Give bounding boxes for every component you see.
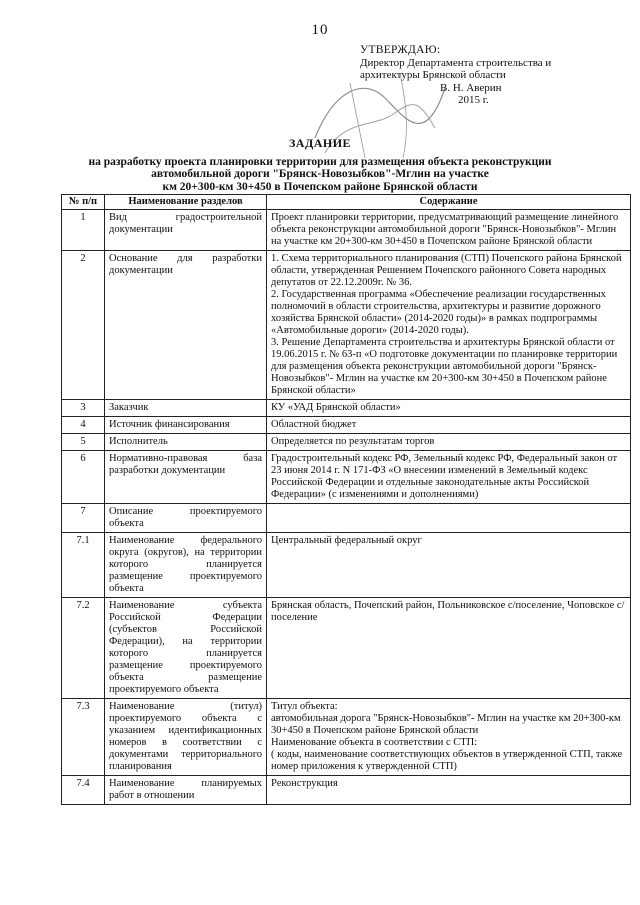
row-section: Наименование планируемых работ в отношении — [105, 776, 267, 805]
page-number: 10 — [311, 22, 329, 38]
row-content: Центральный федеральный округ — [267, 533, 631, 598]
approval-heading: УТВЕРЖДАЮ: — [360, 44, 441, 56]
row-section: Нормативно-правовая база разработки документации — [105, 451, 267, 504]
row-content: КУ «УАД Брянской области» — [267, 400, 631, 417]
table-row — [62, 210, 631, 251]
table-row — [62, 451, 631, 504]
table-row — [62, 699, 631, 776]
row-number: 3 — [62, 400, 105, 417]
row-section: Наименование федерального округа (округов), на территории которого планируется размещение проектируемого объекта — [105, 533, 267, 598]
row-number: 2 — [62, 251, 105, 400]
row-content: Проект планировки территории, предусматривающий размещение линейного объекта реконструкции автомобильной дороги "Брянск-Новозыбков"- Мглин на участке км 20+300-км 30+450 в Почепском районе Брянской области — [267, 210, 631, 251]
title-line-3: км 20+300-км 30+450 в Почепском районе Брянской области — [162, 180, 478, 193]
row-number: 7.1 — [62, 533, 105, 598]
row-content: Определяется по результатам торгов — [267, 434, 631, 451]
row-section: Вид градостроительной документации — [105, 210, 267, 251]
row-content: 1. Схема территориального планирования (СТП) Почепского района Брянской области, утвержденная Решением Почепского районного Совета народных депутатов от 22.12.2009г. № 36. 2. Государственная программа «Обеспечение реализации государственных полномочий в области строительства, архитектуры и развитие дорожного хозяйства Брянской области» (2014-2020 годы)» в рамках подпрограммы «Автомобильные дороги» (2014-2020 годы). 3. Решение Департамента строительства и архитектуры Брянской области от 19.06.2015 г. № 63-п «О подготовке документации по планировке территории для размещения объекта реконструкции автомобильной дороги "Брянск-Новозыбков"- Мглин на участке км 20+300-км 30+450 в Почепском районе Брянской области» — [267, 251, 631, 400]
table-row — [62, 598, 631, 699]
table-header-row — [62, 195, 631, 210]
row-content: Титул объекта: автомобильная дорога "Брянск-Новозыбков"- Мглин на участке км 20+300-км 30+450 в Почепском районе Брянской области Наименование объекта в соответствии с СТП: ( коды, наименование соответствующих объектов в утвержденной СТП, также номер приложения к утвержденной СТП) — [267, 699, 631, 776]
approval-signatory: В. Н. Аверин — [440, 81, 502, 94]
document-title — [40, 137, 600, 193]
table-row — [62, 400, 631, 417]
table-row — [62, 533, 631, 598]
row-number: 7.4 — [62, 776, 105, 805]
row-number: 4 — [62, 417, 105, 434]
row-section: Наименование субъекта Российской Федерации (субъектов Российской Федерации), на территории которого планируется размещение проектируемого объекта размещение проектируемого объекта — [105, 598, 267, 699]
row-content: Областной бюджет — [267, 417, 631, 434]
row-number: 1 — [62, 210, 105, 251]
row-number: 7.2 — [62, 598, 105, 699]
table-row — [62, 776, 631, 805]
row-section: Описание проектируемого объекта — [105, 504, 267, 533]
title-main: ЗАДАНИЕ — [288, 136, 352, 150]
header-number: № п/п — [62, 195, 105, 210]
header-section: Наименование разделов — [105, 195, 267, 210]
approval-block — [360, 44, 610, 107]
approval-date: 2015 г. — [458, 94, 489, 106]
row-section: Наименование (титул) проектируемого объекта с указанием идентификационных номеров в соответствии с документами территориального планирования — [105, 699, 267, 776]
row-content — [267, 504, 631, 533]
row-number: 7.3 — [62, 699, 105, 776]
row-section: Исполнитель — [105, 434, 267, 451]
row-content: Градостроительный кодекс РФ, Земельный кодекс РФ, Федеральный закон от 23 июня 2014 г. N 171-ФЗ «О внесении изменений в Земельный кодекс Российской Федерации и отдельные законодательные акты Российской Федерации» (с изменениями и дополнениями) — [267, 451, 631, 504]
row-content: Брянская область, Почепский район, Польниковское с/поселение, Чоповское с/поселение — [267, 598, 631, 699]
row-number: 7 — [62, 504, 105, 533]
table-row — [62, 417, 631, 434]
row-section: Источник финансирования — [105, 417, 267, 434]
table-row — [62, 251, 631, 400]
row-section: Заказчик — [105, 400, 267, 417]
title-line-2: автомобильной дороги "Брянск-Новозыбков"-Мглин на участке — [151, 168, 489, 180]
title-line-1: на разработку проекта планировки территории для размещения объекта реконструкции — [88, 155, 552, 168]
header-content: Содержание — [267, 195, 631, 210]
approval-position: Директор Департамента строительства и архитектуры Брянской области — [360, 56, 552, 81]
row-content: Реконструкция — [267, 776, 631, 805]
table-row — [62, 504, 631, 533]
table-row — [62, 434, 631, 451]
row-number: 5 — [62, 434, 105, 451]
task-table — [61, 194, 631, 805]
row-number: 6 — [62, 451, 105, 504]
row-section: Основание для разработки документации — [105, 251, 267, 400]
